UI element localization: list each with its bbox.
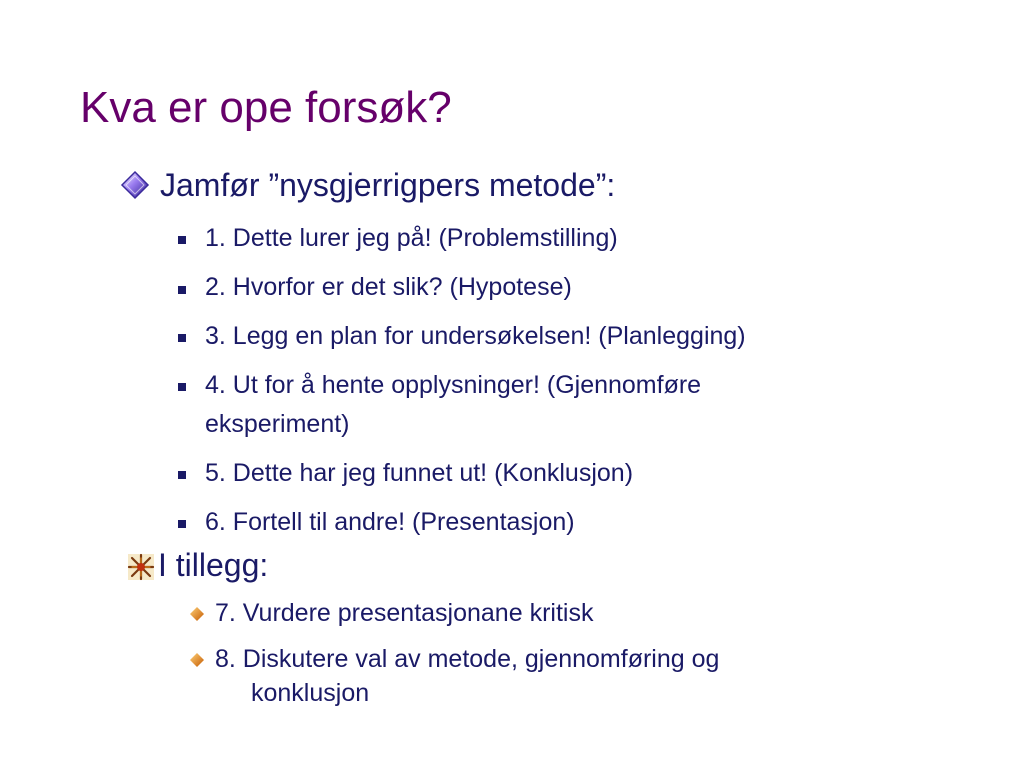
list-item: 5. Dette har jeg funnet ut! (Konklusjon): [205, 459, 634, 487]
list-item: 2. Hvorfor er det slik? (Hypotese): [205, 273, 572, 301]
list-item-continuation: eksperiment): [205, 410, 350, 438]
orange-diamond-icon: [189, 606, 205, 622]
list-item: 4. Ut for å hente opplysninger! (Gjennomføre: [205, 371, 702, 399]
list-item: 8. Diskutere val av metode, gjennomføring og: [215, 645, 720, 673]
square-bullet-icon: [178, 471, 186, 479]
point-nysgjerrigper: Jamfør ”nysgjerrigpers metode”:: [160, 167, 616, 203]
list-item: 3. Legg en plan for undersøkelsen! (Planlegging): [205, 322, 746, 350]
list-item: 6. Fortell til andre! (Presentasjon): [205, 508, 575, 536]
square-bullet-icon: [178, 236, 186, 244]
point-i-tillegg: I tillegg:: [158, 547, 269, 583]
square-bullet-icon: [178, 520, 186, 528]
square-bullet-icon: [178, 334, 186, 342]
square-bullet-icon: [178, 383, 186, 391]
list-item-continuation: konklusjon: [251, 679, 370, 707]
square-bullet-icon: [178, 286, 186, 294]
orange-diamond-icon: [189, 652, 205, 668]
star-bullet-icon: [127, 553, 155, 581]
slide-title: Kva er ope forsøk?: [80, 83, 452, 132]
diamond-bullet-icon: [120, 170, 150, 200]
list-item: 7. Vurdere presentasjonane kritisk: [215, 599, 594, 627]
list-item: 1. Dette lurer jeg på! (Problemstilling): [205, 224, 618, 252]
